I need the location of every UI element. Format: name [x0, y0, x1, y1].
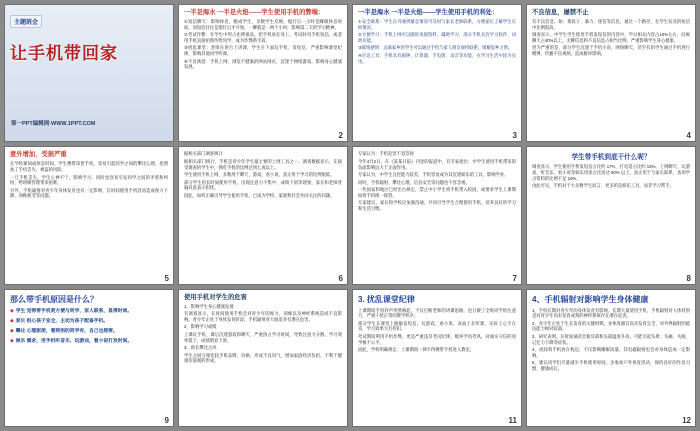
paragraph: 另外，手机辐射对青少年身体发育也有一定影响，长时间使用手机容易造成视力下降、颈椎疲劳等问题。 — [10, 187, 168, 199]
paragraph: 由此可见，手机对于大多数学生而言，更多的是娱乐工具，而非学习帮手。 — [532, 183, 674, 189]
paragraph: 2、青少年正处于生长发育的关键时期，身体各器官尚未发育完全，对外界辐射的抵抗能力相对较弱。 — [532, 320, 690, 332]
bullet-dot: ◆ — [10, 328, 14, 334]
slide-thumbnail-3[interactable] — [352, 4, 522, 142]
slide-thumbnail-12[interactable] — [526, 289, 696, 427]
paragraph: 学生之间互相比较手机品牌、价格，形成不良风气，增加家庭经济负担，不利于健康价值观的形成。 — [184, 352, 342, 364]
paragraph: 学生使用手机上网，多数用于聊天、游戏、看小说，真正用于学习的比例很低。 — [184, 172, 335, 178]
paragraph: 专家认为，中学生自控能力较差，手机容易成为其沉迷娱乐的工具，影响学业。 — [358, 172, 509, 178]
paragraph: ②方便学习：手机上网可以随时查阅资料，辅助学习，部分手机具有学习软件、词典功能。 — [358, 32, 516, 43]
paragraph: 上课玩手机、课后沉迷游戏和聊天，严重挤占学习时间，导致注意力分散，学习效率低下，成绩明显下滑。 — [184, 332, 342, 343]
bullet-item — [10, 328, 168, 335]
paragraph: 考试期间利用手机作弊，更是严重违反考试纪律，败坏学风考风，对诚实守信的同学极不公平。 — [358, 334, 516, 345]
paragraph: 同时，手机辐射、攀比心理、信息安全等问题也不容忽视。 — [358, 179, 470, 185]
slide-5-content — [5, 147, 173, 283]
paragraph: 因此，学校明确规定：上课期间一律不得携带手机进入教室。 — [358, 347, 475, 353]
slide-thumbnail-11[interactable] — [352, 289, 522, 427]
paragraph: ④不良诱惑：手机上网，浏览不健康的网站网页，沉迷于网络游戏，影响身心健康发展。 — [184, 58, 342, 70]
slide-thumbnail-8[interactable] — [526, 146, 696, 284]
paragraph: 在学校课间或休息时间，学生携带昂贵手机，容易引起同学之间的攀比心理，也增加了手机丢失、被盗的风险。 — [10, 161, 168, 172]
slide-6-content — [179, 147, 347, 283]
slide-7-heading: 专家认为：手机危害不容忽视 — [358, 151, 414, 157]
bullet-item — [10, 318, 168, 325]
slide-1-content — [5, 5, 173, 141]
bullet-text: 家长 担心孩子安全，主动为孩子配备手机。 — [15, 318, 109, 324]
slide-8-body — [532, 164, 690, 188]
paragraph: ①安全联系：学生在外遇到紧急情况可及时与家长老师联系，方便家长了解学生在校情况。 — [358, 19, 516, 30]
slide-7-body — [358, 151, 516, 211]
paragraph: 一些国家和地区已经出台规定，禁止中小学生将手机带入校园，或要求学生上课期间将手机统一保管。 — [358, 187, 516, 198]
slide-thumbnail-9[interactable] — [4, 289, 174, 427]
slide-9-content — [5, 290, 173, 426]
paragraph: 有不良信息，如：黄段子、暴力、迷信等信息，通过一个路径，在学生发送的短信中比例很高。 — [532, 19, 690, 30]
paragraph: 一旦手机丢失，学生心神不宁，影响学习，同时也容易引发同学之间的矛盾和纠纷，给班级管理带来困难。 — [10, 174, 168, 186]
slide-thumbnail-5[interactable] — [4, 146, 174, 284]
slide-12-heading: 4、手机辐射对影响学生身体健康 — [532, 294, 649, 304]
slide-4-heading: 不良信息，屡禁不止 — [532, 9, 589, 16]
slide-6-body — [184, 151, 342, 198]
paragraph: 有调查显示，长时间使用手机会对青少年的视力、颈椎以及神经系统造成不良影响。青少年正处于身体发育阶段，手机辐射对大脑发育有潜在危害。 — [184, 311, 342, 322]
slide-10-body — [184, 304, 342, 364]
slide-thumbnail-10[interactable] — [178, 289, 348, 427]
slide-5-body — [10, 161, 168, 199]
slide-4-body — [532, 19, 690, 57]
slide-4-content — [527, 5, 695, 141]
slide-number: 5 — [164, 273, 169, 283]
slide-7-content — [353, 147, 521, 283]
bullet-item — [10, 338, 168, 345]
bullet-dot: ◆ — [10, 318, 14, 324]
bullet-text: 学生 觉得带手机更方便与同学、家人联系，显得时尚。 — [15, 308, 133, 314]
source-line: 第一PPT编辑网·WWW.1PPT.COM — [11, 121, 96, 128]
slide-8-heading: 学生带手机到底干什么呢？ — [571, 154, 651, 162]
slide-9-bullets — [10, 308, 168, 345]
paragraph: 3、研究表明，长时间通话会使耳部和头部温度升高，可能引起头晕、头痛、失眠、记忆力下降等症状。 — [532, 334, 690, 345]
bullet-dot: ◆ — [10, 308, 14, 314]
paragraph: 更为严重的是，部分学生沉迷于手机小说、网络聊天，甚至有的学生通过手机进行赌博、传播不良视频，造成极坏影响。 — [532, 45, 690, 56]
paragraph: 部分学生因长时间使用手机，出现注意力不集中、成绩下滑等现象，家长和老师普遍对此表示担忧。 — [184, 179, 342, 191]
slide-number: 12 — [682, 415, 691, 425]
bullet-item — [10, 308, 168, 315]
paragraph: 因此，如何正确引导学生使用手机，已成为学校、家庭和社会共同关注的问题。 — [184, 192, 335, 198]
slide-number: 6 — [338, 273, 343, 283]
bullet-text: 娱乐 需求，用手机听音乐、玩游戏、看小说打发时间。 — [15, 338, 133, 344]
slide-8-content — [527, 147, 695, 283]
paragraph: ①短信聊天：影响休息，瘾成学生，多数学生反映，熄灯后一小时是睡眠休息时间，而短信往往是熄灯后才开始，一聊就是一两个小时，影响第二天的学习精神。 — [184, 19, 342, 30]
slide-10-heading: 使用手机对学生的危害 — [184, 293, 247, 301]
paragraph: 专家建议，家长和学校应加强沟通，共同引导学生合理使用手机，培养良好的学习和生活习惯。 — [358, 200, 516, 212]
slide-thumbnail-2[interactable] — [178, 4, 348, 142]
paragraph: 5、建议同学们尽量减少手机使用时间，多参加户外体育活动，保持良好的作息习惯，健康成长。 — [532, 360, 690, 371]
paragraph: ④应急工具：手机具有闹钟、计算器、手电筒、录音等功能，在学习生活中较为实用。 — [358, 52, 516, 64]
slide-6-heading: 据相关部门调查统计 — [184, 151, 223, 157]
slide-number: 7 — [512, 273, 517, 283]
slide-3-body — [358, 19, 516, 64]
slide-2-heading: 一半是海水 一半是火焰——学生使用手机的弊端： — [184, 9, 325, 16]
paragraph: ②考试作弊：在学生中所占比例很高。把手机放在身上，考试时用手机短信，或者用手机直接拍照传给同学，成为作弊新手段。 — [184, 32, 342, 43]
slide-12-body — [532, 308, 690, 372]
paragraph: 3、助长攀比之风 — [184, 345, 217, 351]
slide-number: 2 — [338, 131, 343, 141]
slide-11-content — [353, 290, 521, 426]
paragraph: 部分学生在课堂上偷偷发短信、玩游戏、看小说，表面上在听课，实际上心不在焉，学习效果大打折扣。 — [358, 320, 516, 332]
slide-thumbnail-7[interactable] — [352, 146, 522, 284]
paragraph: 调查显示，中学生学生使用手机发短信的内容中，学习相关内容占10%左右，问候聊天占40%以上，无聊信息和不良信息占相当比例，严重影响学生身心健康。 — [532, 32, 690, 43]
paragraph: 今年4月2日，在《某某日报》刊登的报道中，有专家指出：中学生使用手机带来的负面影响远大于正面作用。 — [358, 158, 516, 170]
slide-11-heading: 3. 扰乱课堂纪律 — [358, 294, 415, 304]
paragraph: 1、手机长期对青少年的身体发育有影响。长期大量使用手机，手机辐射对人体特别是对青少年尚未发育成熟的神经系统存在潜在危害。 — [532, 307, 690, 319]
slide-2-body — [184, 19, 342, 70]
paragraph: 上课期间手机铃声突然响起，不仅打断老师的讲课思路，也分散了全班同学的注意力，严重干扰正常的教学秩序。 — [358, 307, 516, 319]
paragraph: 2、影响学习成绩 — [184, 324, 217, 330]
paragraph: 1、影响学生身心健康发展 — [184, 303, 234, 309]
slide-number: 11 — [508, 415, 517, 425]
slide-5-heading: 意外增加，受损严重 — [10, 151, 67, 159]
topic-badge: 主题班会 — [10, 15, 42, 28]
paragraph: ③联络感情：远离家乡的学生可以通过手机与家人朋友保持联系，缓解思乡之情。 — [358, 45, 513, 51]
bullet-dot: ◆ — [10, 338, 14, 344]
page-title: 让手机带回家 — [10, 44, 118, 63]
paragraph: 调查显示，学生使用手机发短信占比约 17%，打电话占比约 15%，上网聊天、玩游戏、听音乐、看小说等娱乐用途占比高达 60% 以上，真正用于与家长联系、查询学习资料的比例不足 10%。 — [532, 164, 690, 181]
slide-thumbnail-4[interactable] — [526, 4, 696, 142]
slide-number: 4 — [686, 131, 691, 141]
slide-11-body — [358, 308, 516, 353]
slide-3-heading: 一半是海水 一半是火焰——学生使用手机的利处： — [358, 9, 499, 16]
slide-thumbnail-1[interactable] — [4, 4, 174, 142]
slide-number: 9 — [164, 415, 169, 425]
paragraph: 据相关部门统计，手机是青少年学生最主要的上网工具之一。调查数据显示，在接受调查的学生中，拥有手机的比例达到七成以上。 — [184, 158, 342, 170]
slide-thumbnail-6[interactable] — [178, 146, 348, 284]
paragraph: 4、夜间将手机放在枕边，不仅影响睡眠质量，其电磁辐射也会对身体造成一定影响。 — [532, 347, 690, 358]
slide-12-content — [527, 290, 695, 426]
slide-10-content — [179, 290, 347, 426]
bullet-text: 攀比 心理驱使，看到别的同学有，自己也想要。 — [15, 328, 118, 334]
slide-number: 3 — [512, 131, 517, 141]
slide-3-content — [353, 5, 521, 141]
slide-number: 10 — [334, 415, 343, 425]
paragraph: ③扰乱课堂：老师在讲台上讲课，学生在下面玩手机、发短信，严重影响课堂纪律，影响其他同学听课。 — [184, 45, 342, 56]
slide-2-content — [179, 5, 347, 141]
slide-number: 8 — [686, 273, 691, 283]
slide-9-heading: 那么带手机原因是什么？ — [10, 294, 98, 304]
